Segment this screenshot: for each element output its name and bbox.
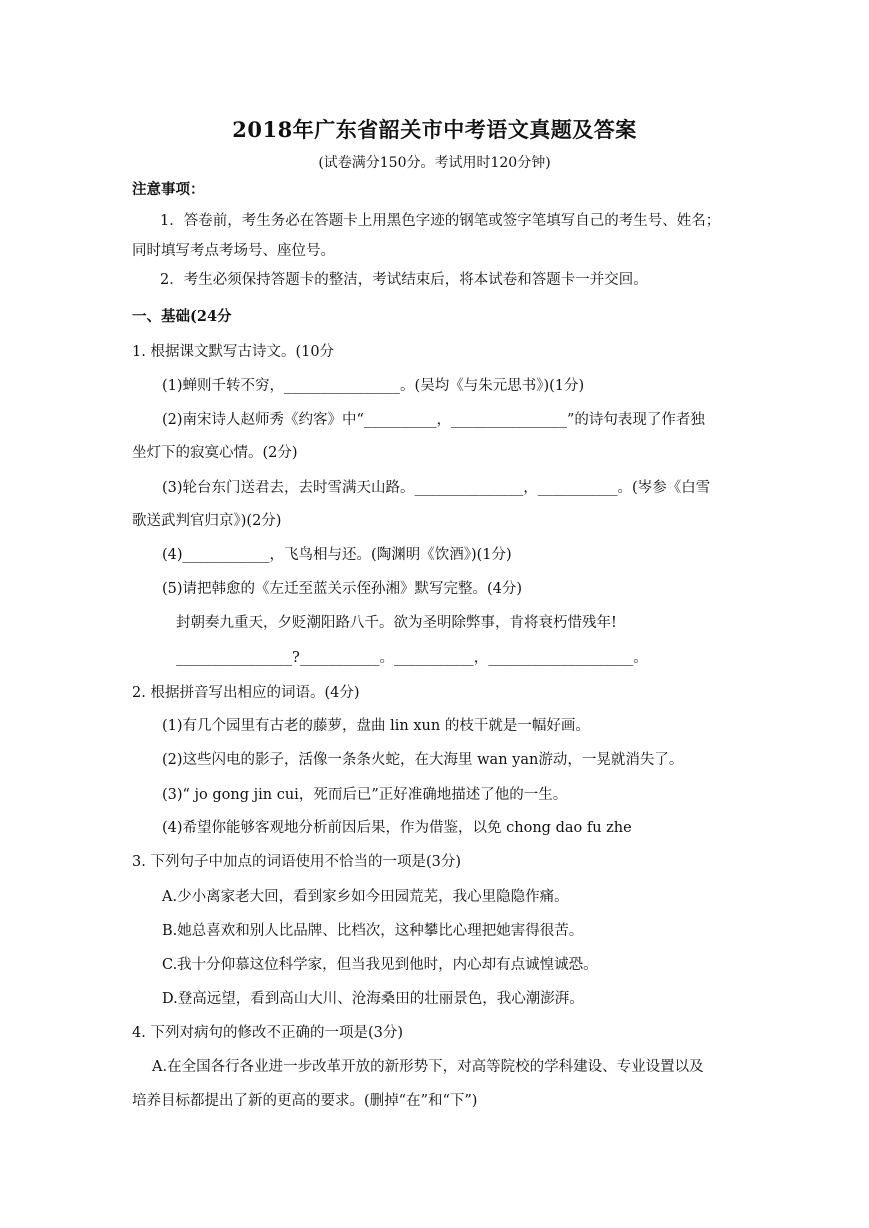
page-subtitle: (试卷满分150分。考试用时120分钟)	[318, 155, 551, 171]
option-line: B.她总喜欢和别人比品牌、比档次，这种攀比心理把她害得很苦。	[162, 923, 584, 939]
notice-item: 2．考生必须保持答题卡的整洁，考试结束后，将本试卷和答题卡一并交回。	[160, 272, 648, 288]
option-line: A.在全国各行各业进一步改革开放的新形势下，对高等院校的学科建设、专业设置以及	[152, 1059, 704, 1075]
question-line: 坐灯下的寂寞心情。(2分)	[132, 445, 298, 461]
question-line: (3)“ jo gong jin cui，死而后已”正好准确地描述了他的一生。	[162, 787, 568, 803]
question-stem: 3. 下列句子中加点的词语使用不恰当的一项是(3分)	[132, 854, 461, 870]
question-stem: 2. 根据拼音写出相应的词语。(4分)	[132, 685, 360, 701]
option-line: A.少小离家老大回，看到家乡如今田园荒芜，我心里隐隐作痛。	[162, 889, 569, 905]
option-line: 培养目标都提出了新的更高的要求。(删掉“在”和“下”)	[132, 1093, 478, 1109]
poem-blanks: ________________?___________。___________，____________________。	[176, 650, 648, 666]
notice-item: 1．答卷前，考生务必在答题卡上用黑色字迹的钢笔或签字笔填写自己的考生号、姓名；	[160, 213, 721, 229]
option-line: C.我十分仰慕这位科学家，但当我见到他时，内心却有点诚惶诚恐。	[162, 957, 598, 973]
notice-heading: 注意事项：	[132, 181, 205, 198]
question-line: (4)希望你能够客观地分析前因后果，作为借鉴，以免 chong dao fu zhe	[162, 820, 632, 836]
question-line: 歌送武判官归京》)(2分)	[132, 513, 282, 529]
question-stem: 1. 根据课文默写古诗文。(10分	[132, 344, 335, 360]
question-line: (5)请把韩愈的《左迁至蓝关示侄孙湘》默写完整。(4分)	[162, 581, 523, 597]
question-line: (3)轮台东门送君去，去时雪满天山路。_______________，___________。(岑参《白雪	[162, 480, 711, 496]
question-line: (1)有几个园里有古老的藤萝，盘曲 lin xun 的枝干就是一幅好画。	[162, 718, 590, 734]
question-line: (2)南宋诗人赵师秀《约客》中“__________，________________”的诗句表现了作者独	[162, 412, 705, 428]
poem-text: 封朝奏九重天，夕贬潮阳路八千。欲为圣明除弊事，肯将衰朽惜残年!	[176, 615, 617, 631]
page-title: 2018年广东省韶关市中考语文真题及答案	[232, 117, 637, 142]
section-heading: 一、基础(24分	[132, 308, 232, 325]
notice-item: 同时填写考点考场号、座位号。	[132, 243, 335, 259]
question-line: (1)蝉则千转不穷，________________。(吴均《与朱元思书》)(1分)	[162, 378, 585, 394]
question-line: (2)这些闪电的影子，活像一条条火蛇，在大海里 wan yan游动，一晃就消失了。	[162, 752, 684, 768]
question-stem: 4. 下列对病句的修改不正确的一项是(3分)	[132, 1025, 403, 1041]
option-line: D.登高远望，看到高山大川、沧海桑田的壮丽景色，我心潮澎湃。	[162, 991, 584, 1007]
question-line: (4)____________，飞鸟相与还。(陶渊明《饮酒》)(1分)	[162, 547, 512, 563]
